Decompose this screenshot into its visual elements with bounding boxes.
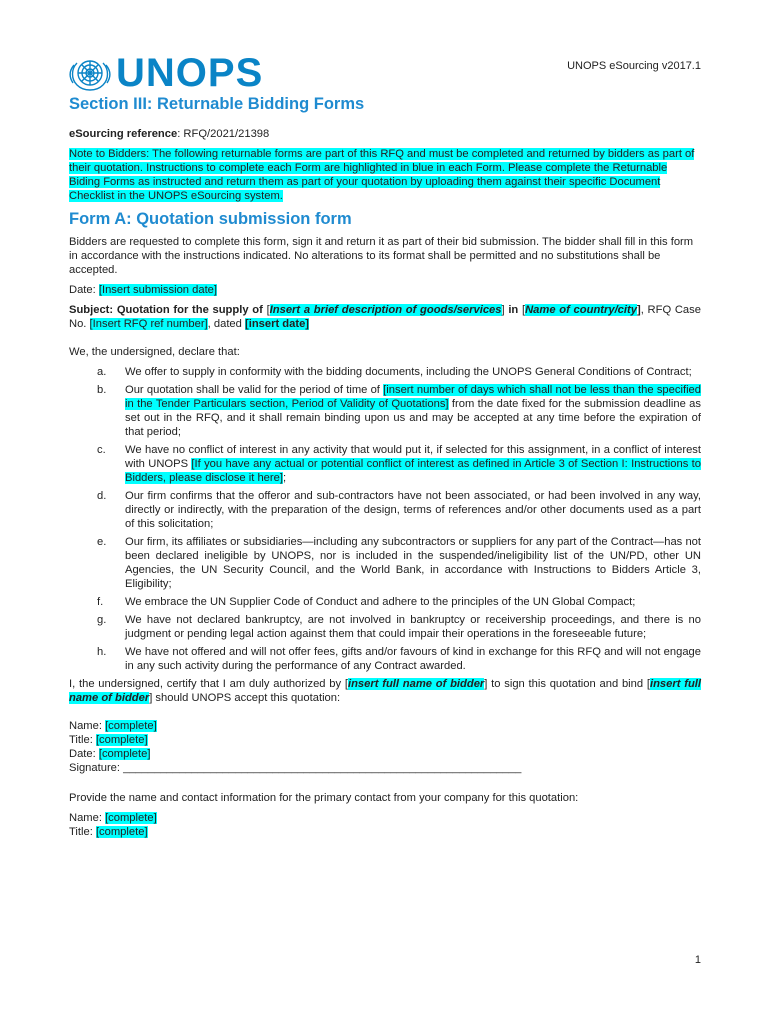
list-item-text: We have not declared bankruptcy, are not involved in bankruptcy or receivership proceedings, and there is no judgment or pending legal action against them that could impair their operations in the foreseeable future; (125, 614, 701, 640)
list-item-text: We offer to supply in conformity with the bidding documents, including the UNOPS General Conditions of Contract; (125, 366, 692, 378)
date-label: Date: (69, 284, 99, 296)
spacer (69, 711, 701, 719)
un-emblem-icon (68, 53, 112, 93)
spacer (69, 775, 701, 783)
certify-text: I, the undersigned, certify that I am duly authorized by (69, 678, 345, 690)
title-placeholder: [complete] (95, 734, 148, 746)
note-text: Note to Bidders: The following returnable forms are part of this RFQ and must be completed and returned by bidders as part of their quotation. Instructions to complete each Form are highlighted in blue in each Form. Please complete the Returnable Biding Forms as instructed and return them as part of your quotation by uploading them against their specific Document Checklist in the UNOPS eSourcing system. (69, 148, 695, 202)
title-placeholder: [complete] (95, 826, 148, 838)
page-number: 1 (694, 954, 701, 966)
signature-underline: ________________________________________________________________ (123, 762, 522, 774)
bracket: ] (501, 304, 505, 316)
date-label: Date: (69, 748, 99, 760)
date-line (69, 283, 701, 297)
conflict-placeholder: [If you have any actual or potential conflict of interest as defined in Article 3 of Section I: Instructions to Bidders, please disclose it here] (125, 458, 701, 484)
date-placeholder: [complete] (98, 748, 151, 760)
country-placeholder: Name of country/city (525, 304, 637, 316)
contact-title-line (69, 825, 701, 839)
list-item-text: Our firm confirms that the offeror and sub-contractors have not been associated, or had been involved in any way, directly or indirectly, with the preparation of the design, terms of references and/or other documents used as a part of this solicitation; (125, 490, 701, 530)
contact-intro: Provide the name and contact information for the primary contact from your company for this quotation: (69, 792, 579, 804)
list-item (69, 595, 701, 609)
section-title: Section III: Returnable Bidding Forms (69, 95, 365, 113)
list-marker: f. (97, 596, 104, 608)
list-marker: c. (97, 444, 106, 456)
date-value-placeholder: [insert date] (244, 318, 310, 330)
list-item-text: We have no conflict of interest in any activity that would put it, if selected for this assignment, in a conflict of interest with UNOPS (125, 444, 701, 470)
list-marker: e. (97, 536, 107, 548)
list-marker: b. (97, 384, 107, 396)
validity-placeholder: [insert number of days which shall not be less than the specified in the Tender Particulars section, Period of Validity of Quotations] (125, 384, 701, 410)
declare-intro: We, the undersigned, declare that: (69, 346, 240, 358)
list-marker: h. (97, 646, 107, 658)
list-item (69, 489, 701, 531)
list-item-text: ; (282, 472, 287, 484)
list-item-text: from the date fixed for the submission deadline as set out in the RFQ, and it shall remain binding upon us and may be accepted at any time before the expiration of that period; (125, 398, 701, 438)
name-line (69, 719, 701, 733)
date-line (69, 747, 701, 761)
declaration-list (69, 365, 701, 673)
list-item-text: Our firm, its affiliates or subsidiaries—including any subcontractors or suppliers for any part of the Contract—has not been declared ineligible by UNOPS, nor is included in the suspended/ineligibility list of the UN/PD, other UN Agencies, the UN Security Council, and the World Bank, in accordance with Instructions to Bidders Article 3, Eligibility; (125, 536, 701, 590)
subject-in: in (504, 304, 522, 316)
list-item (69, 383, 701, 439)
name-placeholder: [complete] (105, 720, 157, 732)
esourcing-label: eSourcing reference (69, 128, 178, 140)
bracket: [ (266, 304, 270, 316)
list-item-text: Our quotation shall be valid for the period of time of (125, 384, 384, 396)
title-line (69, 733, 701, 747)
date-placeholder: [Insert submission date] (98, 284, 218, 296)
form-title: Form A: Quotation submission form (69, 210, 352, 228)
logo-wordmark: UNOPS (116, 51, 264, 95)
intro-paragraph: Bidders are requested to complete this form, sign it and return it as part of their bid submission. The bidder shall fill in this form in accordance with the instructions indicated. No alterations to its format shall be permitted and no substitutions shall be accepted. (69, 236, 694, 276)
unops-logo (68, 53, 263, 93)
title-label: Title: (69, 826, 96, 838)
bracket: ] (636, 304, 641, 316)
list-item (69, 443, 701, 485)
bidder-name-placeholder: insert full name of bidder (347, 678, 485, 690)
certify-text: should UNOPS accept this quotation: (152, 692, 341, 704)
subject-line (69, 303, 701, 331)
bracket: ] (149, 692, 153, 704)
signature-label: Signature: (69, 762, 124, 774)
rfq-ref-placeholder: [Insert RFQ ref number] (89, 318, 208, 330)
esourcing-version: UNOPS eSourcing v2017.1 (567, 60, 701, 72)
bracket: [ (344, 678, 348, 690)
esourcing-value: : RFQ/2021/21398 (177, 128, 270, 140)
bracket: [ (521, 304, 526, 316)
note-to-bidders (69, 147, 701, 203)
bracket: [ (646, 678, 650, 690)
bracket: ] (484, 678, 488, 690)
spacer (69, 783, 701, 791)
esourcing-reference (69, 127, 701, 141)
contact-name-line (69, 811, 701, 825)
spacer (69, 337, 701, 345)
certify-paragraph (69, 677, 701, 705)
signature-line (69, 761, 701, 775)
list-item (69, 645, 701, 673)
signature-block (69, 719, 701, 775)
certify-text: to sign this quotation and bind (487, 678, 647, 690)
list-marker: d. (97, 490, 107, 502)
bidder-name-placeholder: insert full name of bidder (69, 678, 701, 704)
name-placeholder: [complete] (105, 812, 157, 824)
goods-description-placeholder: Insert a brief description of goods/services (269, 304, 502, 316)
dated-text: , dated (207, 318, 245, 330)
list-marker: g. (97, 614, 107, 626)
document-body (69, 93, 701, 839)
title-label: Title: (69, 734, 96, 746)
name-label: Name: (69, 720, 106, 732)
list-item (69, 613, 701, 641)
name-label: Name: (69, 812, 106, 824)
list-item (69, 535, 701, 591)
list-item (69, 365, 701, 379)
list-marker: a. (97, 366, 107, 378)
list-item-text: We embrace the UN Supplier Code of Conduct and adhere to the principles of the UN Global Compact; (125, 596, 636, 608)
contact-block (69, 811, 701, 839)
subject-label: Subject: Quotation for the supply of (69, 304, 263, 316)
rfq-case-text: , RFQ Case No. (69, 304, 701, 330)
list-item-text: We have not offered and will not offer fees, gifts and/or favours of kind in exchange for this RFQ and will not engage in any such activity during the performance of any Contract awarded. (125, 646, 701, 672)
